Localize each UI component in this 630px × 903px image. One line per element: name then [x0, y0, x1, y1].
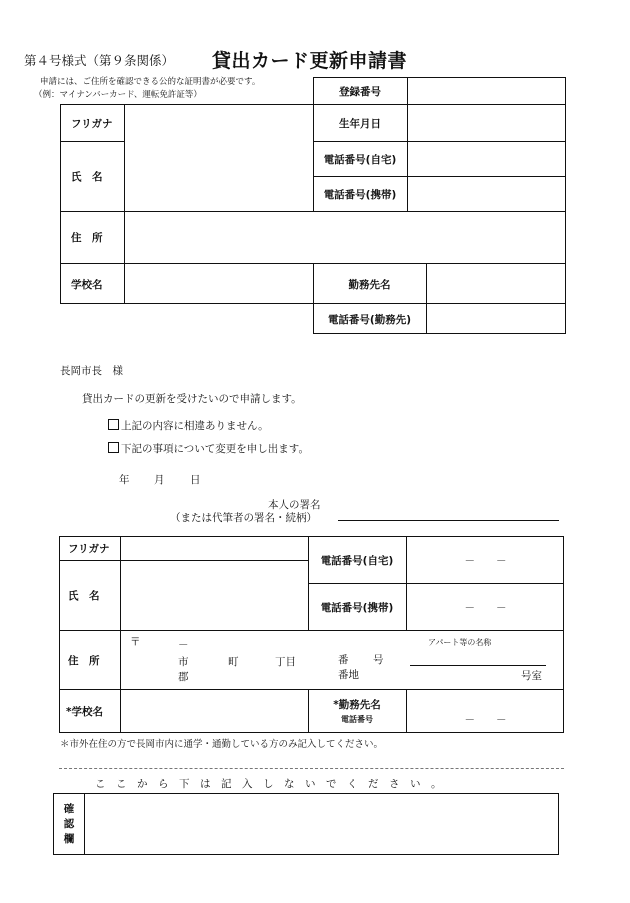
registration-number-field[interactable] [408, 78, 565, 104]
furigana-label: フリガナ [71, 117, 113, 130]
addressee: 長岡市長 様 [60, 365, 123, 377]
date-year-label: 年 [119, 474, 130, 486]
go-label: 号 [373, 654, 384, 666]
address-label: 住 所 [71, 232, 103, 244]
birth-date-label: 生年月日 [339, 117, 381, 130]
work-phone-label: 電話番号(勤務先) [327, 313, 412, 326]
signature-line[interactable] [338, 520, 559, 521]
bottom-furigana-field[interactable] [121, 537, 308, 560]
id-example-note: （例：マイナンバーカード、運転免許証等） [34, 90, 202, 100]
workplace-field[interactable] [427, 264, 565, 304]
id-requirement-note: 申請には、ご住所を確認できる公的な証明書が必要です。 [40, 77, 261, 87]
change-text: 下記の事項について変更を申し出ます。 [121, 443, 309, 455]
confirmation-char-1: 確 [63, 803, 75, 815]
room-label: 号室 [521, 670, 542, 682]
form-number: 第４号様式（第９条関係） [24, 53, 175, 68]
mobile-phone-label: 電話番号(携帯) [323, 188, 397, 201]
date-day-label: 日 [190, 474, 201, 486]
workplace-label: 勤務先名 [348, 278, 391, 291]
registration-number-label: 登録番号 [339, 85, 381, 98]
request-statement: 貸出カードの更新を受けたいので申請します。 [82, 393, 302, 405]
confirmation-label [54, 802, 84, 847]
school-label: 学校名 [71, 278, 103, 291]
no-change-checkbox[interactable] [108, 419, 119, 430]
home-phone-field[interactable] [408, 142, 565, 176]
confirmation-char-3: 欄 [63, 833, 75, 845]
banchi-label: 番地 [338, 669, 359, 681]
change-option[interactable] [108, 441, 309, 456]
cut-line [59, 768, 564, 769]
bottom-mobile-phone-label: 電話番号(携帯) [320, 601, 394, 614]
bottom-furigana-label: フリガナ [68, 543, 110, 555]
change-checkbox[interactable] [108, 442, 119, 453]
address-field[interactable] [125, 212, 565, 263]
apartment-line [410, 665, 546, 666]
bottom-address-label: 住 所 [68, 654, 100, 667]
city-label: 市 [178, 656, 189, 668]
no-change-text: 上記の内容に相違ありません。 [121, 420, 269, 432]
school-field[interactable] [125, 264, 312, 304]
bottom-school-label: *学校名 [66, 706, 103, 718]
footnote: ＊市外在住の方で長岡市内に通学・通勤している方のみ記入してください。 [60, 739, 384, 750]
proxy-signature-label: （または代筆者の署名・続柄） [170, 512, 317, 524]
bottom-workplace-label: *勤務先名 [333, 699, 381, 711]
do-not-write-notice: こ こ か ら 下 は 記 入 し な い で く だ さ い 。 [95, 778, 442, 790]
bottom-name-field[interactable] [121, 561, 308, 630]
no-change-option[interactable] [108, 418, 269, 433]
bottom-home-phone-label: 電話番号(自宅) [320, 554, 394, 567]
bottom-home-phone-field[interactable]: － － [464, 554, 507, 567]
mobile-phone-field[interactable] [408, 177, 565, 211]
ban-label: 番 [338, 654, 349, 666]
postal-code-dash: － [178, 639, 189, 651]
confirmation-field [85, 794, 558, 854]
bottom-name-label: 氏 名 [68, 590, 100, 602]
signature-label: 本人の署名 [268, 499, 321, 511]
birth-date-field[interactable] [408, 105, 565, 141]
confirmation-char-2: 認 [63, 818, 75, 830]
furigana-field[interactable] [125, 105, 312, 141]
town-label: 町 [228, 656, 239, 668]
home-phone-label: 電話番号(自宅) [323, 153, 397, 166]
postal-code-mark: 〒 [130, 636, 141, 648]
work-phone-field[interactable] [427, 304, 565, 334]
chome-label: 丁目 [275, 656, 296, 668]
apartment-label: アパート等の名称 [428, 638, 492, 647]
county-label: 郡 [178, 671, 189, 683]
date-month-label: 月 [154, 474, 165, 486]
bottom-mobile-phone-field[interactable]: － － [464, 601, 507, 614]
name-field[interactable] [125, 142, 312, 211]
bottom-work-phone-label: 電話番号 [341, 715, 373, 724]
bottom-work-phone-field[interactable]: － － [464, 713, 507, 726]
bottom-school-field[interactable] [121, 690, 308, 733]
name-label: 氏 名 [71, 171, 103, 183]
page-title: 貸出カード更新申請書 [212, 50, 408, 72]
